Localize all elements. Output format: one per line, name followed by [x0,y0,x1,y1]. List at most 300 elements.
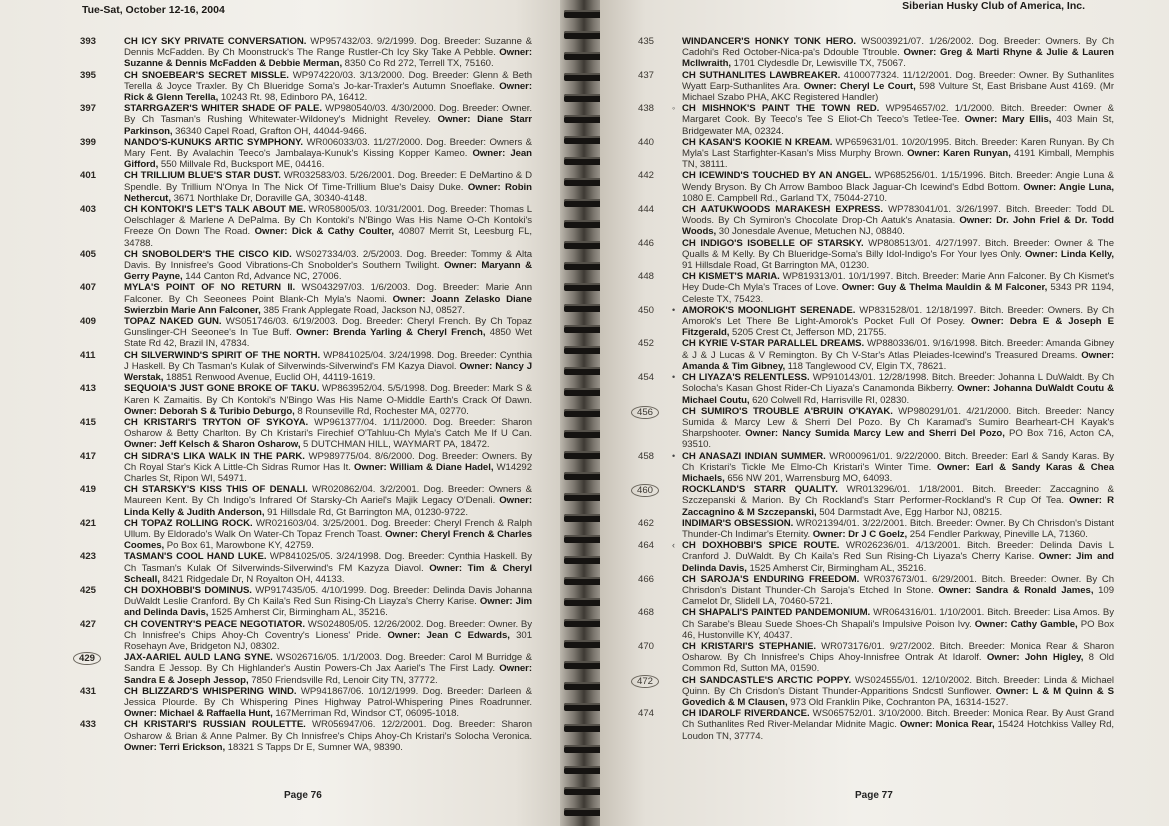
owner-address: 301 Rosehayn Ave, Bridgeton NJ, 08302. [124,629,532,652]
catalog-entry [638,204,1114,238]
binding-coil [564,787,604,795]
catalog-entry [638,451,1114,485]
owner-address: 1525 Amherst Cir, Birmingham AL, 35216. [208,607,388,619]
owner-address: 3671 Northlake Dr, Doraville GA, 30340-4148. [170,192,368,204]
entry-details: WP910143/01. 12/28/1998. Bitch. Breeder: Johanna L DuWaldt. By Ch Solocha's Kasan Ghost Rider-Ch Liyaza's Canamonda Bikberry. [682,372,1115,395]
dog-name: WINDANCER'S HONKY TONK HERO. [682,36,857,47]
owner-address: 1525 Amherst Cir, Birmingham AL, 35216. [746,562,927,574]
entry-text [124,719,532,753]
binding-coil [564,472,604,480]
owner-address: 504 Darmstadt Ave, Egg Harbor NJ, 08215. [816,506,1003,518]
right-page-number: Page 77 [855,790,893,801]
dog-name: CH KISMET'S MARIA. [682,271,780,283]
entry-text [124,686,532,720]
binding-coil [564,808,604,816]
owner-name: Owner: Deborah S & Turibio Deburgo, [124,405,295,417]
dog-name: CH SNOEBEAR'S SECRET MISSLE. [124,69,289,81]
entry-text [682,338,1114,372]
owner-name: Owner: L & M Quinn & S Govedich & M Clausen, [682,685,1114,708]
owner-address: 550 Millvale Rd, Bucksport ME, 04416. [158,159,325,171]
right-entries-list [638,36,1114,742]
owner-name: Owner: William & Diane Hadel, [353,461,494,473]
dog-name: CH ICEWIND'S TOUCHED BY AN ANGEL. [682,170,872,182]
dog-name: CH KASAN'S KOOKIE N KREAM. [682,136,833,148]
owner-address: 167Merriman Rd, Windsor CT, 06095-1018. [272,708,459,720]
dog-name: CH SNOBOLDER'S THE CISCO KID. [124,248,292,260]
owner-address: 385 Frank Applegate Road, Jackson NJ, 08527. [260,304,465,316]
dog-name: CH KRISTARI'S TRYTON OF SYKOYA. [124,416,309,428]
binding-coil [564,325,604,333]
entry-text [124,383,532,417]
entry-number: 409 [80,316,97,328]
entry-details: WR021394/01. 3/22/2001. Bitch. Breeder: Owner. By Ch Chrisdon's Distant Thunder-Ch Indimar's Eternity. [682,517,1114,540]
owner-name: Owner: Sandra & Ronald James, [938,584,1094,596]
owner-name: Owner: Maryann & Gerry Payne, [124,260,533,283]
entry-details: WP863952/04. 5/5/1998. Dog. Breeder: Mark S & Karen K Zamaitis. By Ch Kontoki's N'Bingo Was His Name O-Middle Earth's Crack Of Dawn. [124,383,532,406]
owner-name: Owner: Dr J C Goelz, [812,528,908,540]
dog-name: CH INDIGO'S ISOBELLE OF STARSKY. [682,237,864,249]
owner-name: Owner: Monica Rear, [899,719,995,731]
catalog-entry [80,249,532,283]
entry-details: WP917435/05. 4/10/1999. Dog. Breeder: Delinda Davis Johanna DuWaldt Leslie Cranford. By Ch Kaila's Red Sun Rising-Ch Liayza's Cherry Karise. [124,584,532,608]
owner-address: W14292 Charles St, Ripon WI, 54971. [124,461,532,484]
entry-number: 423 [80,551,97,563]
entry-text [124,170,532,204]
entry-number: 456 [638,406,682,451]
entry-details: WP980291/01. 4/21/2000. Bitch. Breeder: Nancy Sumida & Marcy Lew & Sherri Del Pozo. By Ch Karamad's Sumiro Bearheart-CH Kayak's Sharpshooter. [682,405,1114,440]
entry-details: WP880336/01. 9/16/1998. Bitch. Breeder: Amanda Gibney & J & J Lucas & V Remington. By Ch V-Star's Atlas Pleiades-Icewind's Treasured Dreams. [682,338,1114,361]
owner-name: Owner: Amanda & Tim Gibney, [682,349,1114,372]
catalog-entry [638,372,1114,406]
catalog-entry [80,170,532,204]
binding-coil [564,178,604,186]
pencil-mark: • [672,450,676,461]
owner-name: Owner: Cheryl Le Court, [803,80,916,92]
entry-number: 448 [638,271,655,283]
catalog-entry [638,305,1114,339]
binding-coil [564,535,604,543]
binding-coil [564,493,604,501]
binding-coil [564,220,604,228]
binding-coil [564,661,604,669]
owner-name: Owner: Mary Ellis, [964,114,1052,126]
catalog-entry [80,451,532,485]
owner-address: 109 Camelot Dr, Slidell LA, 70460-5721. [682,584,1114,608]
pencil-mark: ◦ [672,103,676,114]
entry-text [124,417,532,451]
entry-text [682,484,1114,518]
dog-name: CH IDAROLF RIVERDANCE. [682,708,810,720]
owner-address: 15424 Hotchkiss Valley Rd, Loudon TN, 37774. [682,719,1115,742]
owner-address: 18851 Renwood Avenue, Euclid OH, 44119-1619. [163,372,376,384]
dog-name: CH STARSKY'S KISS THIS OF DENALI. [124,484,308,496]
entry-details: WS003921/07. 1/26/2002. Dog. Breeder: Owners. By Ch Cadohi's Red October-Nica-pa's Ddouble Ttrouble. [682,36,1114,59]
entry-details: WP808513/01. 4/27/1997. Bitch. Breeder: Owner & The Qualls & M Kelly. By Ch Blueridge-Soma's Billy Idol-Indigo's For Your Iyes Only. [682,237,1114,260]
entry-number: 407 [80,282,97,294]
owner-name: Owner: Cheryl French & Charles Coomes, [124,528,532,552]
dog-name: STARRGAZER'S WHITER SHADE OF PALE. [124,103,322,115]
entry-details: WP957432/03. 9/2/1999. Dog. Breeder: Suzanne & Dennis McFadden. By Ch Moonstruck's The Range Rustler-Ch Icy Sky Take A Pebble. [124,36,533,59]
owner-name: Owner: Tim & Cheryl Scheall, [124,562,533,585]
owner-name: Owner: Robin Nethercut, [124,181,532,204]
catalog-entry [80,619,532,653]
owner-name: Owner: Cathy Gamble, [974,618,1078,630]
owner-name: Owner: Dr. John Friel & Dr. Todd Woods, [682,215,1114,238]
catalog-entry [638,518,1114,540]
owner-name: Owner: Greg & Marti Rhyne & Julie & Lauren Mcllwraith, [682,47,1114,70]
entry-text [682,518,1114,540]
owner-name: Owner: R Zaccagnino & M Szczepanski, [682,495,1114,518]
catalog-entry [638,607,1114,641]
dog-name: CH DOXHOBBI'S DOMINUS. [124,584,252,596]
entry-number: 405 [80,248,97,260]
entry-details: WS051746/03. 6/19/2003. Dog. Breeder: Cheryl French. By Ch Topaz Gunslinger-CH Seeonee's In Tue Buff. [124,316,532,339]
catalog-entry [638,271,1114,305]
entry-text [124,350,532,384]
binding-coil [564,409,604,417]
entry-details: WS043297/03. 1/6/2003. Dog. Breeder: Marie Ann Falconer. By Ch Seeonees Point Blank-Ch Myla's Naomi. [124,282,533,305]
entry-text [682,36,1114,70]
entry-number: 425 [80,584,97,596]
entry-details: WP659631/01. 10/20/1995. Bitch. Breeder: Karen Runyan. By Ch Myla's Last Starfighter-Kasan's Miss Murphy Brown. [682,136,1114,160]
dog-name: JAX-AARIEL AULD LANG SYNE. [124,652,273,664]
entry-text [682,103,1114,137]
owner-address: 18321 S Tapps Dr E, Sumner WA, 98390. [225,741,403,753]
owner-address: 403 Main St, Bridgewater MA, 02324. [682,114,1114,137]
owner-address: 40807 Merrit St, Leesburg FL, 34788. [124,226,533,249]
entry-number: 437 [638,69,655,81]
entry-details: WP989775/04. 8/6/2000. Dog. Breeder: Owners. By Ch Royal Star's Kick A Little-Ch Sidras Rumor Has It. [124,450,532,473]
dog-name: CH TOPAZ ROLLING ROCK. [124,517,253,529]
dog-name: CH COVENTRY'S PEACE NEGOTIATOR. [124,618,306,630]
left-page-header: Tue-Sat, October 12-16, 2004 [82,4,225,16]
owner-name: Owner: John Higley, [986,652,1084,664]
catalog-entry [80,484,532,518]
owner-address: 4850 Wet State Rd 42, Brazil IN, 47834. [124,327,532,350]
owner-address: 5 DUTCHMAN HILL, WAYMART PA, 18472. [300,439,490,451]
owner-name: Owner: Suzanne & Dennis McFadden & Debbie Merman, [124,47,532,70]
entry-details: WP954657/02. 1/1/2000. Bitch. Breeder: Owner & Margaret Cook. By Teeco's Tee S Eliot-Ch Teeco's Tetlee-Tee. [682,103,1114,126]
entry-details: WP974220/03. 3/13/2000. Dog. Breeder: Glenn & Beth Terella & Joyce Traxler. By Ch Blueridge Soma's Jo-kar-Traxler's Autumn Snoeflake. [124,69,532,92]
owner-address: 5343 PR 1194, Celeste TX, 75423. [682,282,1114,305]
pencil-mark: • [672,372,676,383]
entry-number: 454 [638,372,655,384]
entry-details: WS027334/03. 2/5/2003. Dog. Breeder: Tommy & Alta Davis. By Innisfree's Good Vibrations-Ch Snobolder's Southern Twilight. [124,248,532,272]
catalog-entry [80,204,532,249]
owner-address: PO Box 716, Acton CA, 93510. [682,428,1114,451]
catalog-entry [80,518,532,552]
catalog-entry [638,708,1114,742]
right-page-header: Siberian Husky Club of America, Inc. [902,0,1085,12]
binding-coil [564,136,604,144]
dog-name: CH SAROJA'S ENDURING FREEDOM. [682,573,860,585]
entry-details: WS065752/01. 3/10/2000. Bitch. Breeder: Monica Rear. By Aust Grand Ch Suthanlites Red River-Melandar Midnite Magic. [682,708,1114,731]
entry-details: WR073176/01. 9/27/2002. Bitch. Breeder: Monica Rear & Sharon Osharow. By Ch Innisfree's Chips Ahoy-Innisfree Ontrak At Idarolf. [682,640,1114,664]
owner-address: 598 Vulture St, East Brisbane Aust 4169. (Mr Michael Szabo PHA, AKC Registered Handler) [682,80,1114,104]
dog-name: CH MISHNOK'S PAINT THE TOWN RED. [682,103,880,115]
owner-name: Owner: Jean C Edwards, [387,629,510,641]
entry-text [124,585,532,619]
entry-number: 431 [80,685,97,697]
owner-name: Owner: Linda Kelly, [1024,248,1114,260]
page-left [0,0,572,826]
entry-number: 415 [80,416,97,428]
owner-name: Owner: Dick & Cathy Coulter, [254,226,395,238]
entry-number: 470 [638,640,655,652]
owner-name: Owner: Rick & Glenn Terella, [124,80,532,104]
binding-coil [564,577,604,585]
owner-address: 5205 Crest Ct, Jefferson MD, 21755. [729,327,887,339]
entry-text [682,170,1114,204]
owner-address: 8 Old Common Rd, Sutton MA, 01590. [682,652,1114,675]
dog-name: CH SANDCASTLE'S ARCTIC POPPY. [682,674,852,686]
dog-name: CH KRISTARI'S RUSSIAN ROULETTE. [124,719,306,731]
binding-coil [564,73,604,81]
dog-name: SEQUOIA'S JUST GONE BROKE OF TAKU. [124,383,320,395]
entry-number: 393 [80,36,97,47]
owner-address: 91 Hillsdale Road, Gt Barrington MA, 01230. [682,260,870,272]
entry-details: WP841025/05. 3/24/1998. Dog. Breeder: Cynthia Haskell. By Ch Tasman's Kulak Of Silverwinds-Silverwind's FM Kazyza Diavol. [124,551,532,574]
catalog-entry [80,585,532,619]
dog-name: ROCKLAND'S STARR QUALITY. [682,484,838,496]
entry-text [124,619,532,653]
owner-address: 620 Colwell Rd, Harrisville RI, 02830. [749,394,910,406]
entry-text [682,574,1114,608]
entry-details: WR037673/01. 6/29/2001. Bitch. Breeder: Owner. By Ch Chrisdon's Distant Thunder-Ch Saroja's Etched In Stone. [682,573,1115,596]
dog-name: CH BLIZZARD'S WHISPERING WIND. [124,685,297,697]
binding-coil [564,451,604,459]
entry-number: 397 [80,103,97,115]
owner-name: Owner: Nancy Sumida Marcy Lew and Sherri Del Pozo, [745,428,1005,440]
owner-name: Owner: Guy & Thelma Mauldin & M Falconer, [841,282,1048,294]
entry-number: 429 [80,652,124,686]
entry-details: WR032583/03. 5/26/2001. Dog. Breeder: E DeMartino & D Spendle. By Trillium N'Onya In The Nick Of Time-Trillium Blue's Daisy Duke. [124,170,532,193]
dog-name: CH ANASAZI INDIAN SUMMER. [682,450,826,462]
owner-name: Owner: Sandra E & Joseph Jessop, [124,663,532,686]
binding-coil [564,745,604,753]
owner-address: 8421 Ridgedale Dr, N Royalton OH, 44133. [159,573,345,585]
entry-text [682,607,1114,641]
catalog-entry [80,137,532,171]
binding-coil [564,10,604,18]
entry-text [682,204,1114,238]
catalog-entry [638,70,1114,104]
dog-name: CH SILVERWIND'S SPIRIT OF THE NORTH. [124,349,321,361]
dog-name: CH SUTHANLITES LAWBREAKER. [682,69,841,81]
page-right [600,0,1169,826]
catalog-entry [80,383,532,417]
entry-text [124,451,532,485]
dog-name: CH KONTOKI'S LET'S TALK ABOUT ME. [124,204,306,216]
binding-coil [564,367,604,375]
binding-coil [564,514,604,522]
owner-address: 10243 Rt. 98, Edinboro PA, 16412. [218,92,368,104]
owner-name: Owner: Diane Starr Parkinson, [124,114,532,137]
entry-details: WP941867/06. 10/12/1999. Dog. Breeder: Darleen & Jessica Plourde. By Ch Whispering Pines Highway Patrol-Whispering Pines Roadrunner. [124,685,532,708]
catalog-entry [638,574,1114,608]
entry-number: 472 [638,675,682,709]
owner-name: Owner: Debra E & Joseph E Fitzgerald, [682,316,1114,339]
owner-address: 30 Jonesdale Avenue, Metuchen NJ, 08840. [716,226,905,238]
entry-details: WR000961/01. 9/22/2000. Bitch. Breeder: Earl & Sandy Karas. By Ch Kristari's Tickle Me Elmo-Ch Kristari's Winter Time. [682,450,1115,473]
dog-name: CH KYRIE V-STAR PARALLEL DREAMS. [682,338,865,350]
entry-text [124,484,532,518]
owner-name: Owner: Linda Kelly & Judith Anderson, [124,495,533,518]
entry-number: 435 [638,36,655,47]
binding-coil [564,31,604,39]
binding-coil [564,346,604,354]
entry-text [682,406,1114,451]
catalog-entry [80,719,532,753]
entry-number: 433 [80,719,97,731]
owner-name: Owner: Jeff Kelsch & Sharon Osharow, [124,439,301,451]
entry-number: 474 [638,708,655,720]
entry-details: WR026236/01. 4/13/2001. Bitch. Breeder: Delinda Davis L Cranford J. DuWaldt. By Ch Kaila's Red Sun Rising-Ch Liyaza's Cherry Karise. [682,540,1114,563]
entry-number: 413 [80,383,97,395]
dog-name: AMOROK'S MOONLIGHT SERENADE. [682,304,856,316]
catalog-entry [80,350,532,384]
owner-address: 254 Fendler Parkway, Pineville LA, 71360. [907,528,1088,540]
entry-number: 411 [80,349,96,361]
entry-details: WP831528/01. 12/18/1997. Bitch. Breeder: Owners. By Ch Amorok's Let There Be Light-Amorok's Pocket Full Of Posey. [682,304,1114,328]
dog-name: MYLA'S POINT OF NO RETURN II. [124,282,296,294]
entry-number: 403 [80,204,97,216]
entry-number: 450 [638,304,655,316]
catalog-entry [638,170,1114,204]
binding-coil [564,640,604,648]
entry-text [682,451,1114,485]
binding-coil [564,52,604,60]
entry-number: 458 [638,450,655,462]
entry-number: 440 [638,136,655,148]
catalog-entry [80,70,532,104]
owner-name: Owner: Jim and Delinda Davis, [124,596,532,619]
catalog-entry [80,652,532,686]
entry-text [124,137,532,171]
owner-name: Owner: Joann Zelasko Diane Swierzbin Marie Ann Falconer, [124,293,532,316]
owner-name: Owner: Jean Gifford, [124,148,532,171]
entry-details: WP961377/04. 1/11/2000. Dog. Breeder: Sharon Osharow & Betty Charlton. By Ch Kristari's Firechief O'Tahluu-Ch Myla's Catch Me If U Can. [124,416,532,440]
entry-details: WR021603/04. 3/25/2001. Dog. Breeder: Cheryl French & Ralph Ullum. By Eldorado's Walk On Water-Ch Topaz French Toast. [124,517,532,540]
owner-name: Owner: Brenda Yarling & Cheryl French, [296,327,486,339]
entry-number: 460 [638,484,682,518]
catalog-entry [80,36,532,70]
catalog-entry [638,238,1114,272]
catalog-entry [80,551,532,585]
entry-number: 446 [638,237,655,249]
catalog-entry [638,484,1114,518]
owner-address: 4191 Kimball, Memphis TN, 38111. [682,148,1114,171]
entry-details: WR013296/01. 1/18/2001. Bitch. Breeder: Zaccagnino & Szczepanski & Marion. By Ch Rockland's Starr Performer-Rockland's R Cup Of Tea. [682,484,1114,507]
dog-name: TOPAZ NAKED GUN. [124,316,222,328]
owner-name: Owner: Karen Runyan, [907,148,1011,160]
owner-address: 1080 E. Campbell Rd., Garland TX, 75044-2710. [682,192,888,204]
dog-name: CH LIYAZA'S RELENTLESS. [682,372,810,384]
entry-details: WR058005/03. 10/31/2001. Dog. Breeder: Thomas L Oelschlager & Marlene A DePalma. By Ch Kontoki's N'Bingo Was His Name O-Ch Kontoki's Freeze On Down The Road. [124,204,532,238]
entry-number: 452 [638,338,655,350]
owner-address: 7850 Friendsville Rd, Lenoir City TN, 37772. [248,674,438,686]
entry-text [124,316,532,350]
entry-details: WR006033/03. 11/27/2000. Dog. Breeder: Owners & Mary Fent. By Avalachin Teeco's Jambalaya-Kunuk's Kissing Kopper Kameo. [124,136,533,160]
entry-text [124,204,532,249]
dog-name: INDIMAR'S OBSESSION. [682,517,794,529]
owner-address: PO Box 46, Hustonville KY, 40437. [682,618,1115,641]
entry-number: 464 [638,540,655,552]
owner-name: Owner: Michael & Raffaella Hunt, [124,708,273,720]
binding-coil [564,199,604,207]
binding-coil [564,157,604,165]
owner-name: Owner: Earl & Sandy Karas & Chea Michaels, [682,461,1114,484]
entry-number: 427 [80,618,97,630]
owner-address: 118 Tanglewood CV, Elgin TX, 78621. [785,360,947,372]
entry-text [124,103,532,137]
catalog-entry [80,282,532,316]
entry-details: WP980540/03. 4/30/2000. Dog. Breeder: Owner. By Ch Tasman's Rushing Whitewater-Wildoney's Midnight Reveley. [124,103,532,126]
entry-text [124,70,532,104]
binding-coil [564,304,604,312]
entry-text [682,708,1114,742]
binding-coil [564,766,604,774]
entry-text [682,238,1114,272]
dog-name: CH KRISTARI'S STEPHANIE. [682,640,816,652]
entry-number: 399 [80,136,97,148]
entry-text [682,70,1114,104]
entry-text [124,282,532,316]
binding-coil [564,241,604,249]
dog-name: CH SUMIRO'S TROUBLE A'BRUIN O'KAYAK. [682,405,893,417]
pencil-mark: ‹ [672,540,675,551]
owner-address: 1701 Clydesdle Dr, Lewisville TX, 75067. [731,58,906,70]
owner-name: Owner: Johanna DuWaldt Coutu & Michael Coutu, [682,383,1114,406]
entry-number: 438 [638,103,655,115]
entry-details: WP819313/01. 10/1/1997. Bitch. Breeder: Marie Ann Falconer. By Ch Kismet's Hey Dude-Ch Myla's Traces of Love. [682,271,1114,294]
entry-number: 442 [638,170,655,182]
catalog-entry [638,641,1114,675]
entry-number: 395 [80,69,97,81]
owner-name: Owner: Terri Erickson, [124,741,226,753]
owner-address: 8 Rounseville Rd, Rochester MA, 02770. [294,405,469,417]
entry-details: WP783041/01. 3/26/1997. Bitch. Breeder: Todd DL Woods. By Ch Symiron's Chocolate Drop-Ch Aatuk's Anatasia. [682,204,1114,227]
entry-text [682,137,1114,171]
entry-number: 421 [80,517,97,529]
dog-name: CH ICY SKY PRIVATE CONVERSATION. [124,36,307,47]
binding-coil [564,430,604,438]
owner-name: Owner: Nancy J Werstak, [124,360,532,384]
dog-name: NANDO'S-KUNUKS ARTIC SYMPHONY. [124,136,304,148]
binding-coil [564,682,604,690]
dog-name: CH DOXHOBBI'S SPICE ROUTE. [682,540,840,552]
owner-address: 656 NW 201, Warrensburg MO, 64093. [724,472,893,484]
entry-text [682,372,1114,406]
entry-text [124,551,532,585]
entry-number: 468 [638,607,655,619]
owner-address: 144 Canton Rd, Advance NC, 27006. [182,271,342,283]
binding-coil [564,703,604,711]
entry-number: 444 [638,204,655,216]
binding-coil [564,598,604,606]
entry-text [682,305,1114,339]
entry-details: WR020862/04. 3/2/2001. Dog. Breeder: Owners & Maureen Kent. By Ch Indigo's Infrared Of Starsky-Ch Aariel's Majik Legacy O'Denali. [124,484,533,507]
entry-number: 417 [80,450,97,462]
entry-details: WP841025/04. 3/24/1998. Dog. Breeder: Cynthia J Haskell. By Ch Tasman's Kulak of Silverwinds-Silverwind's FM Kazya Diavol. [124,349,533,372]
owner-name: Owner: Angie Luna, [1023,181,1115,193]
entry-text [124,249,532,283]
dog-name: CH TRILLIUM BLUE'S STAR DUST. [124,170,281,182]
entry-text [124,518,532,552]
entry-text [124,36,532,70]
binding-coil [564,94,604,102]
entry-text [124,652,532,686]
